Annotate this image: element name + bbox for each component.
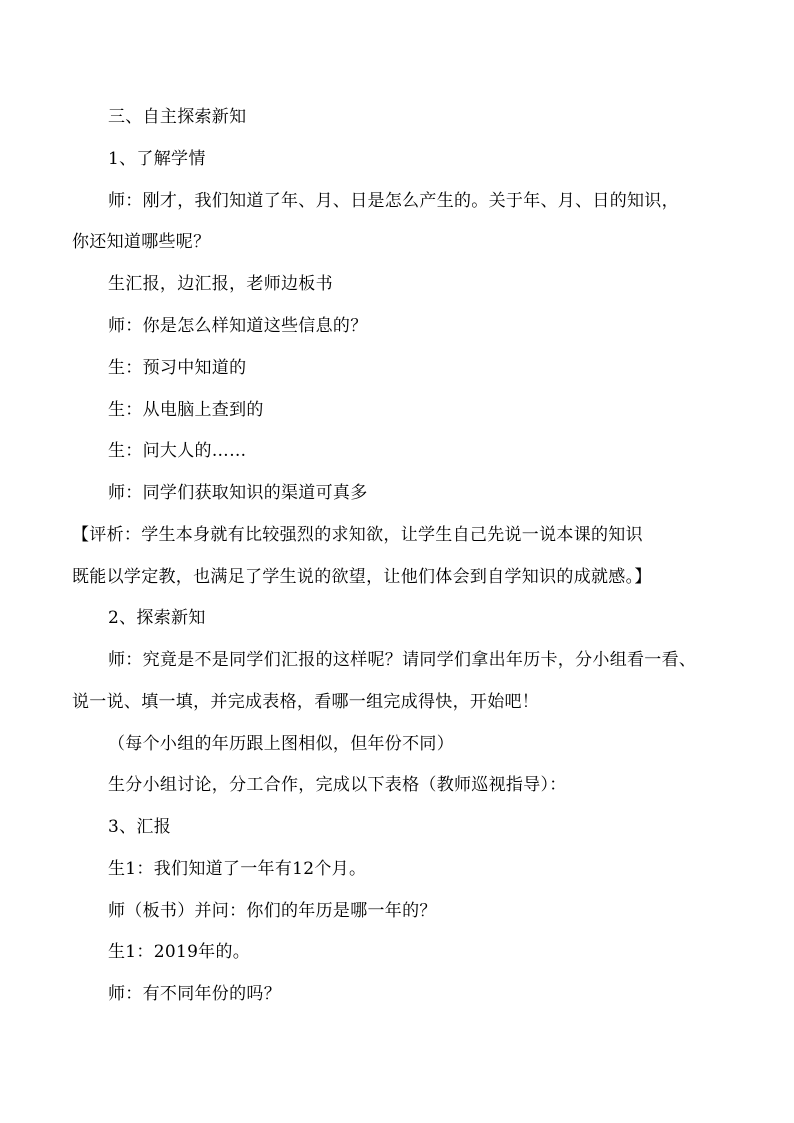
- paragraph-line: 生1：我们知道了一年有12个月。: [108, 859, 367, 879]
- paragraph-line: 师：刚才，我们知道了年、月、日是怎么产生的。关于年、月、日的知识，: [108, 191, 679, 211]
- paragraph-line: 生：从电脑上查到的: [108, 400, 264, 420]
- paragraph-line: 生：预习中知道的: [108, 358, 247, 378]
- paragraph-line: 生：问大人的……: [108, 441, 247, 461]
- subsection-heading: 1、了解学情: [108, 149, 206, 169]
- subsection-heading: 2、探索新知: [108, 608, 206, 628]
- paragraph-line: 说一说、填一填，并完成表格，看哪一组完成得快，开始吧！: [72, 692, 540, 712]
- paragraph-line: 师：有不同年份的吗？: [108, 984, 281, 1004]
- paragraph-line: 师：你是怎么样知道这些信息的？: [108, 316, 368, 336]
- paragraph-line: 生1：2019年的。: [108, 942, 251, 962]
- subsection-heading: 3、汇报: [108, 817, 172, 837]
- comment-line: 既能以学定教，也满足了学生说的欲望，让他们体会到自学知识的成就感。】: [72, 567, 652, 587]
- section-heading: 三、自主探索新知: [108, 107, 247, 127]
- paragraph-line: 师（板书）并问：你们的年历是哪一年的？: [108, 901, 437, 921]
- paragraph-line: 师：究竟是不是同学们汇报的这样呢？请同学们拿出年历卡，分小组看一看、: [108, 650, 697, 670]
- paragraph-line: 生汇报，边汇报，老师边板书: [108, 274, 333, 294]
- comment-line: 【评析：学生本身就有比较强烈的求知欲，让学生自己先说一说本课的知识: [72, 525, 643, 545]
- paragraph-line: （每个小组的年历跟上图相似，但年份不同）: [108, 734, 454, 754]
- paragraph-line: 你还知道哪些呢？: [72, 232, 211, 252]
- paragraph-line: 师：同学们获取知识的渠道可真多: [108, 483, 368, 503]
- paragraph-line: 生分小组讨论，分工合作，完成以下表格（教师巡视指导）：: [108, 775, 567, 795]
